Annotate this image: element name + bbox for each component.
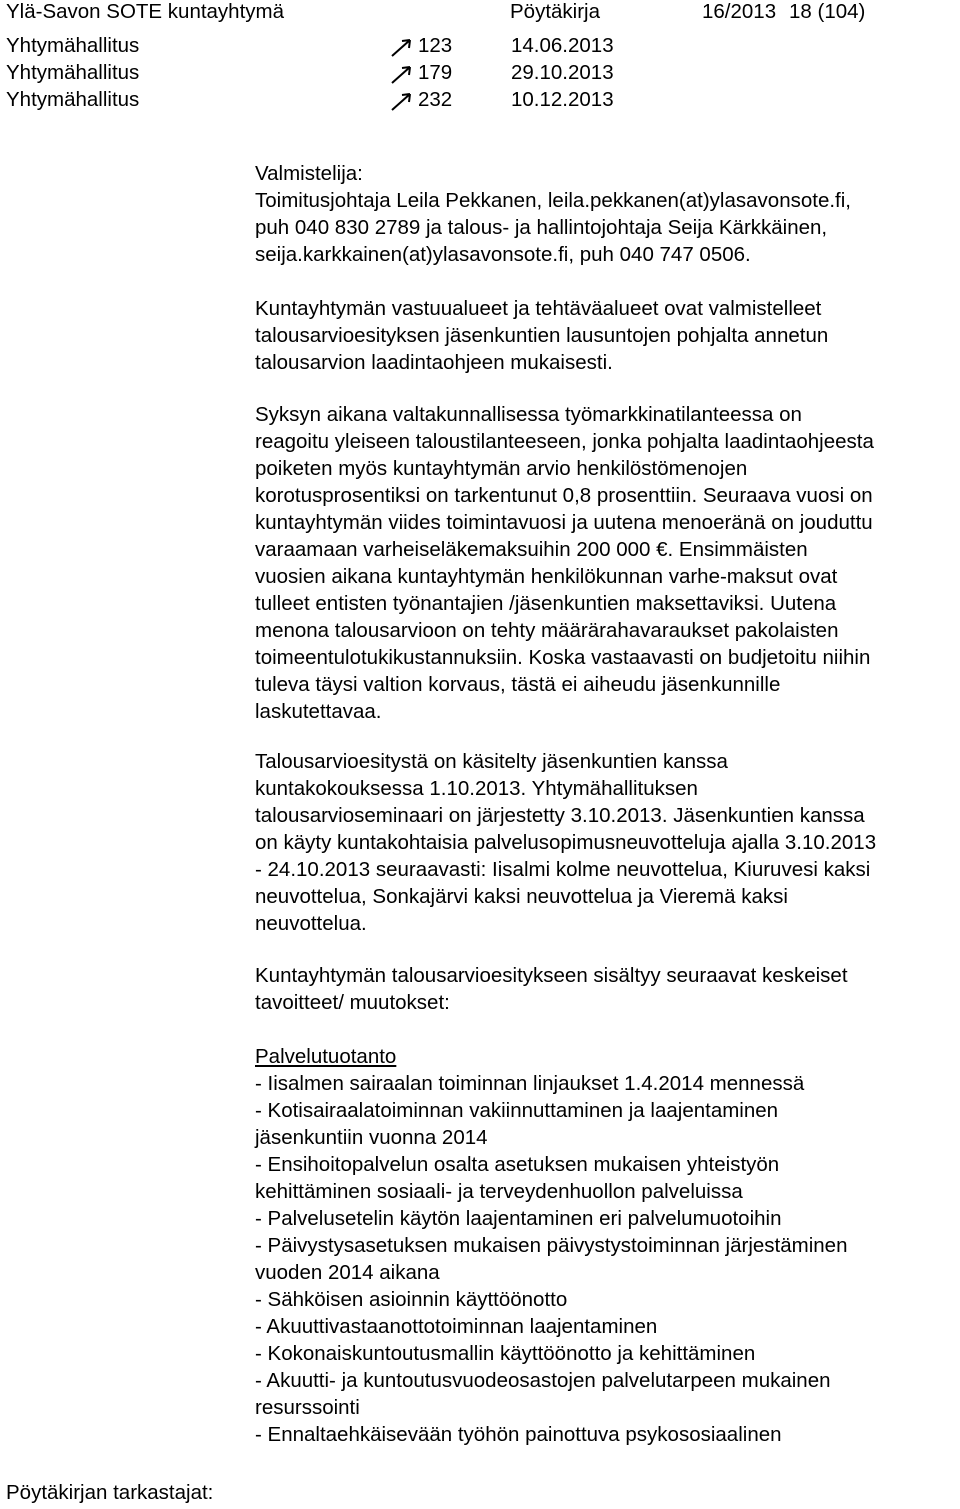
list-item: - Sähköisen asioinnin käyttöönotto [255,1288,568,1311]
text-line: neuvottelua. [255,912,367,935]
paragraph-preparation [255,295,955,376]
paragraph-goals-intro [255,962,955,1016]
inspectors-label: Pöytäkirjan tarkastajat: [6,1481,214,1504]
text-line: Kuntayhtymän talousarvioesitykseen sisältyy seuraavat keskeiset [255,964,848,987]
section-heading: Palvelutuotanto [255,1045,397,1068]
page-header [0,0,960,28]
organization-name: Ylä-Savon SOTE kuntayhtymä [6,0,285,23]
preparer-line: seija.karkkainen(at)ylasavonsote.fi, puh 040 747 0506. [255,243,751,266]
service-production-section [255,1043,955,1448]
document-type: Pöytäkirja [510,0,601,23]
list-item: - Päivystysasetuksen mukaisen päivystystoiminnan järjestäminen [255,1234,848,1257]
text-line: on käyty kuntakohtaisia palvelusopimusneuvotteluja ajalla 3.10.2013 [255,831,877,854]
paragraph-budget-changes [255,401,955,725]
paragraph-negotiations [255,748,955,937]
text-line: tulleet entisten työnantajien /jäsenkuntien maksettaviksi. Uutena [255,592,837,615]
text-line: tuleva täysi valtion korvaus, tästä ei aiheudu jäsenkunnille [255,673,781,696]
text-line: varaamaan varheiseläkemaksuihin 200 000 €. Ensimmäisten [255,538,808,561]
text-line: Kuntayhtymän vastuualueet ja tehtäväalueet ovat valmistelleet [255,297,822,320]
list-item: kehittäminen sosiaali- ja terveydenhuollon palveluissa [255,1180,743,1203]
reference-body: Yhtymähallitus [6,61,140,84]
preparer-label: Valmistelija: [255,162,363,185]
text-line: Talousarvioesitystä on käsitelty jäsenkuntien kanssa [255,750,728,773]
preparer-line: Toimitusjohtaja Leila Pekkanen, leila.pekkanen(at)ylasavonsote.fi, [255,189,851,212]
text-line: tavoitteet/ muutokset: [255,991,450,1014]
reference-body: Yhtymähallitus [6,34,140,57]
text-line: toimeentulotukikustannuksiin. Koska vastaavasti on budjetoitu niihin [255,646,871,669]
list-item: - Ennaltaehkäisevään työhön painottuva psykososiaalinen [255,1423,782,1446]
text-line: talousarvioesityksen jäsenkuntien lausuntojen pohjalta annetun [255,324,829,347]
text-line: korotusprosentiksi on tarkentunut 0,8 prosenttiin. Seuraava vuosi on [255,484,873,507]
preparer-block [255,160,955,268]
text-line: talousarvion laadintaohjeen mukaisesti. [255,351,613,374]
list-item: vuoden 2014 aikana [255,1261,440,1284]
arrow-icon [390,92,412,112]
list-item: - Palvelusetelin käytön laajentaminen eri palvelumuotoihin [255,1207,782,1230]
reference-date: 10.12.2013 [511,88,614,111]
arrow-icon [390,65,412,85]
list-item: - Akuutti- ja kuntoutusvuodeosastojen palvelutarpeen mukainen [255,1369,831,1392]
arrow-icon [390,38,412,58]
text-line: neuvottelua, Sonkajärvi kaksi neuvottelua ja Vieremä kaksi [255,885,788,908]
text-line: kuntayhtymän viides toimintavuosi ja uutena menoeränä on jouduttu [255,511,873,534]
text-line: poiketen myös kuntayhtymän arvio henkilöstömenojen [255,457,748,480]
text-line: - 24.10.2013 seuraavasti: Iisalmi kolme neuvottelua, Kiuruvesi kaksi [255,858,871,881]
text-line: reagoitu yleiseen taloustilanteeseen, jonka pohjalta laadintaohjeesta [255,430,874,453]
reference-list [6,34,946,115]
reference-date: 29.10.2013 [511,61,614,84]
list-item: - Akuuttivastaanottotoiminnan laajentaminen [255,1315,658,1338]
text-line: Syksyn aikana valtakunnallisessa työmarkkinatilanteessa on [255,403,802,426]
list-item: - Ensihoitopalvelun osalta asetuksen mukaisen yhteistyön [255,1153,780,1176]
reference-row [6,61,946,88]
reference-section: 123 [418,34,453,57]
reference-section: 179 [418,61,453,84]
reference-date: 14.06.2013 [511,34,614,57]
text-line: laskutettavaa. [255,700,382,723]
list-item: jäsenkuntiin vuonna 2014 [255,1126,488,1149]
list-item: - Kokonaiskuntoutusmallin käyttöönotto ja kehittäminen [255,1342,756,1365]
reference-row [6,88,946,115]
text-line: talousarvioseminaari on järjestetty 3.10.2013. Jäsenkuntien kanssa [255,804,865,827]
document-number: 16/2013 [702,0,777,23]
list-item: - Iisalmen sairaalan toiminnan linjaukset 1.4.2014 mennessä [255,1072,805,1095]
page-number: 18 (104) [789,0,866,23]
reference-section: 232 [418,88,453,111]
reference-row [6,34,946,61]
preparer-line: puh 040 830 2789 ja talous- ja hallintojohtaja Seija Kärkkäinen, [255,216,828,239]
list-item: resurssointi [255,1396,360,1419]
text-line: kuntakokouksessa 1.10.2013. Yhtymähallituksen [255,777,698,800]
reference-body: Yhtymähallitus [6,88,140,111]
text-line: menona talousarvioon on tehty määrärahavaraukset pakolaisten [255,619,839,642]
list-item: - Kotisairaalatoiminnan vakiinnuttaminen ja laajentaminen [255,1099,779,1122]
text-line: vuosien aikana kuntayhtymän henkilökunnan varhe-maksut ovat [255,565,838,588]
